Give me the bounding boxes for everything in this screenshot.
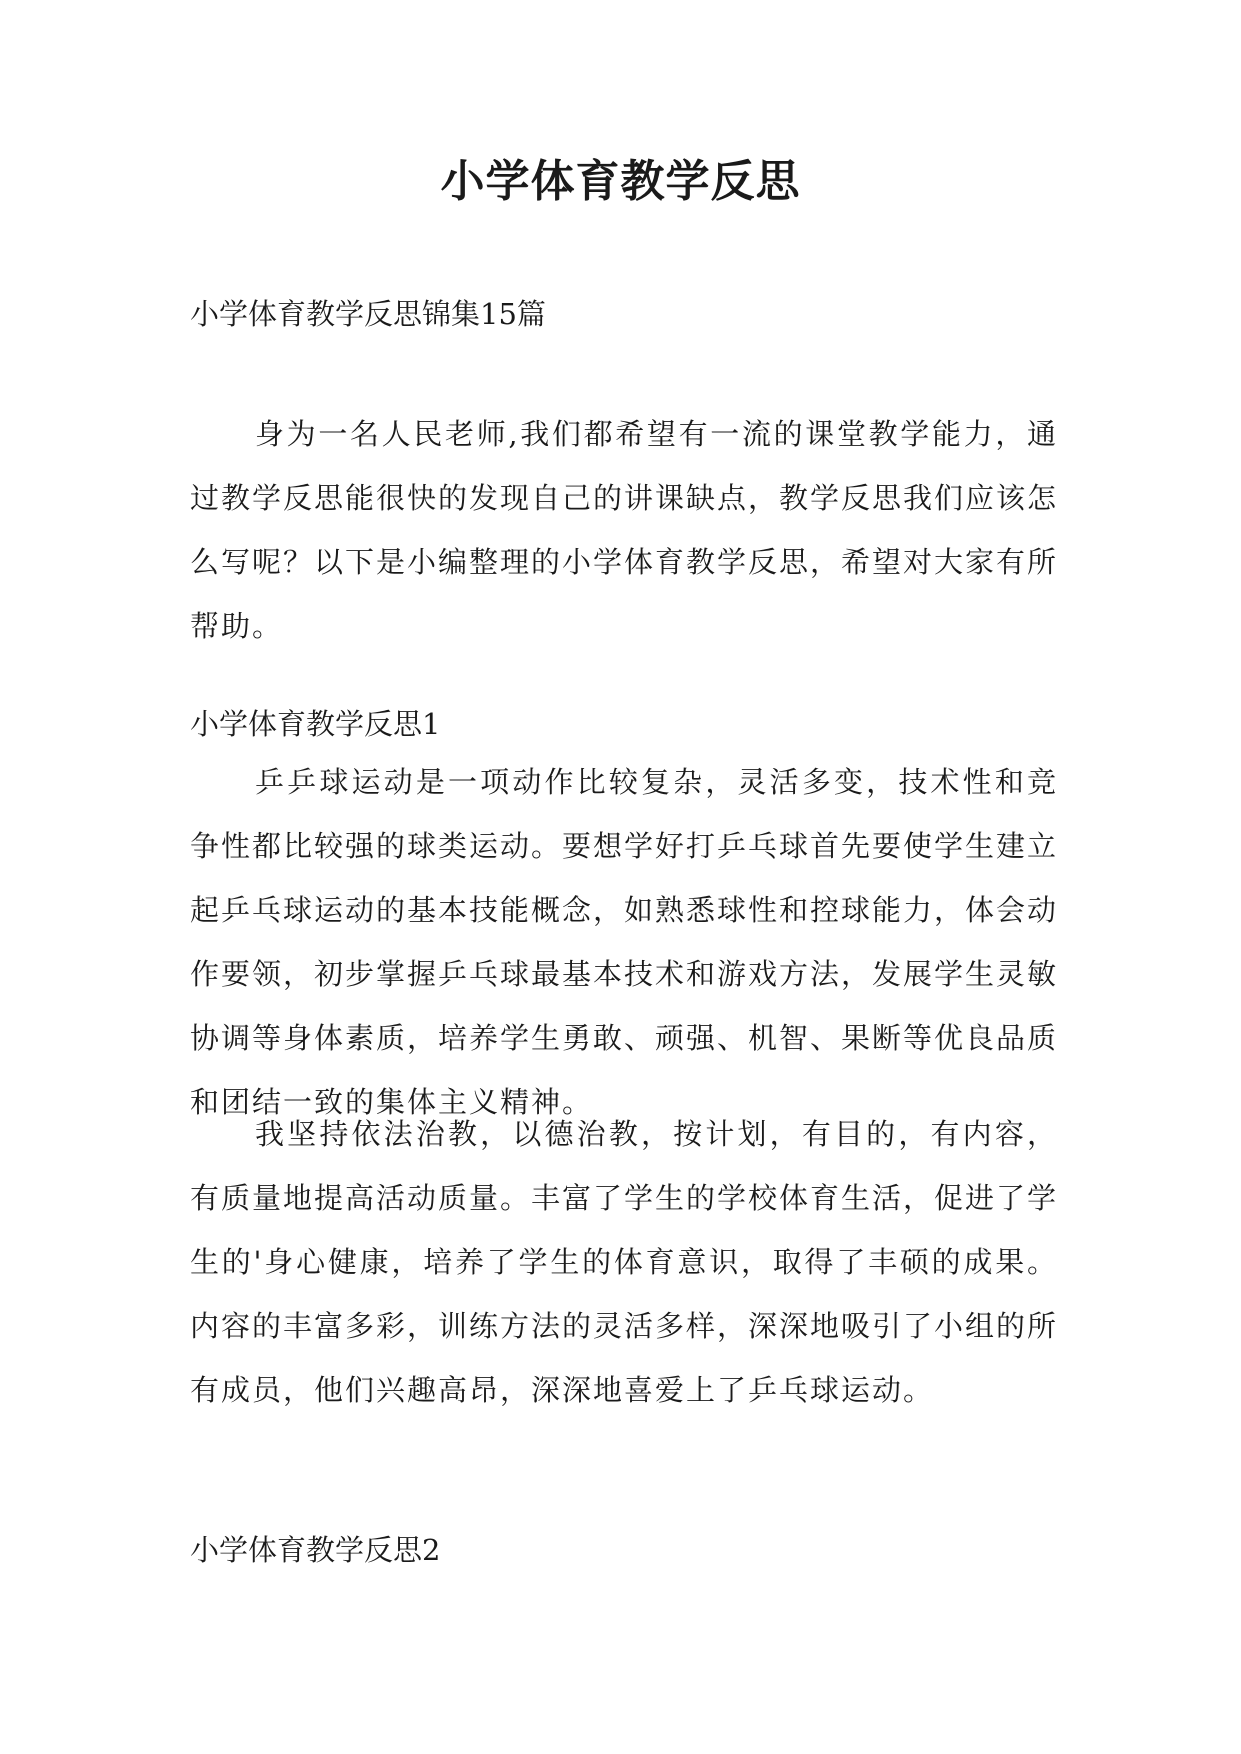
- section-heading-2: 小学体育教学反思2: [190, 1533, 441, 1567]
- document-subtitle: 小学体育教学反思锦集15篇: [190, 297, 546, 331]
- page-title: 小学体育教学反思: [440, 156, 801, 207]
- section-heading-1: 小学体育教学反思1: [190, 707, 441, 741]
- section-1-paragraph-2: 我坚持依法治教，以德治教，按计划，有目的，有内容，有质量地提高活动质量。丰富了学生的学校体育生活，促进了学生的'身心健康，培养了学生的体育意识，取得了丰硕的成果。内容的丰富多彩，训练方法的灵活多样，深深地吸引了小组的所有成员，他们兴趣高昂，深深地喜爱上了乒乓球运动。: [190, 1117, 1059, 1407]
- intro-paragraph: 身为一名人民老师,我们都希望有一流的课堂教学能力，通过教学反思能很快的发现自己的讲课缺点，教学反思我们应该怎么写呢？以下是小编整理的小学体育教学反思，希望对大家有所帮助。: [190, 417, 1059, 643]
- section-1-paragraph-1: 乒乒球运动是一项动作比较复杂，灵活多变，技术性和竞争性都比较强的球类运动。要想学好打乒乓球首先要使学生建立起乒乓球运动的基本技能概念，如熟悉球性和控球能力，体会动作要领，初步掌握乒乓球最基本技术和游戏方法，发展学生灵敏协调等身体素质，培养学生勇敢、顽强、机智、果断等优良品质和团结一致的集体主义精神。: [190, 765, 1059, 1119]
